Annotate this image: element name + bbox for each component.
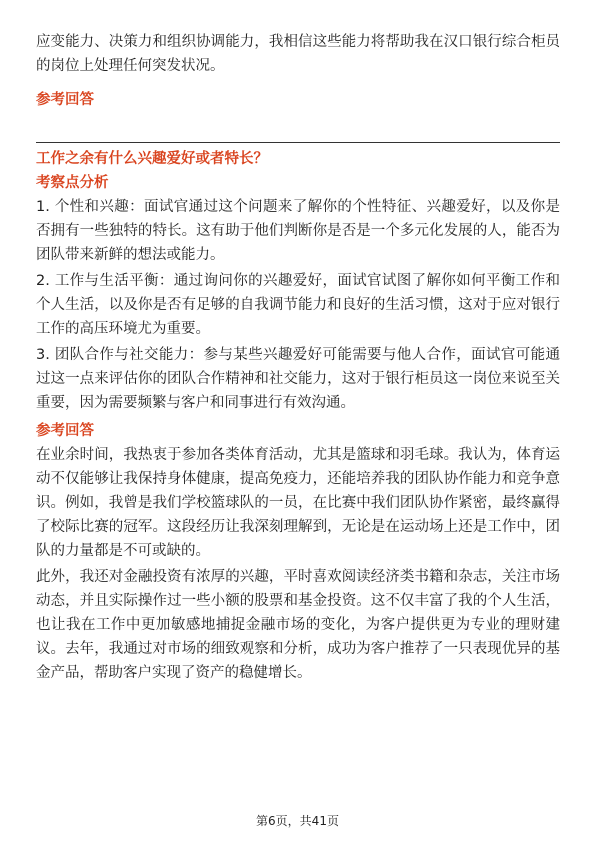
question-heading: 工作之余有什么兴趣爱好或者特长？ <box>36 151 268 167</box>
analysis-point: 3. 团队合作与社交能力：参与某些兴趣爱好可能需要与他人合作，面试官可能通过这一点来评估你的团队合作精神和社交能力，这对于银行柜员这一岗位来说至关重要，因为需要频繁与客户和同事进行有效沟通。 <box>36 347 560 411</box>
analysis-point: 1. 个性和兴趣：面试官通过这个问题来了解你的个性特征、兴趣爱好，以及你是否拥有一些独特的特长。这有助于他们判断你是否是一个多元化发展的人，能否为团队带来新鲜的想法或能力。 <box>36 199 560 263</box>
analysis-point: 2. 工作与生活平衡：通过询问你的兴趣爱好，面试官试图了解你如何平衡工作和个人生活，以及你是否有足够的自我调节能力和良好的生活习惯，这对于应对银行工作的高压环境尤为重要。 <box>36 273 560 337</box>
answer-paragraph: 在业余时间，我热衷于参加各类体育活动，尤其是篮球和羽毛球。我认为，体育运动不仅能够让我保持身体健康，提高免疫力，还能培养我的团队协作能力和竞争意识。例如，我曾是我们学校篮球队的一员，在比赛中我们团队协作紧密，最终赢得了校际比赛的冠军。这段经历让我深刻理解到，无论是在运动场上还是工作中，团队的力量都是不可或缺的。 <box>36 447 560 559</box>
page-number-footer: 第6页，共41页 <box>256 814 339 828</box>
reference-answer-label: 参考回答 <box>36 92 94 108</box>
intro-paragraph: 应变能力、决策力和组织协调能力，我相信这些能力将帮助我在汉口银行综合柜员的岗位上处理任何突发状况。 <box>36 34 560 74</box>
reference-answer-label: 参考回答 <box>36 423 94 439</box>
section-divider <box>36 142 560 143</box>
answer-paragraph: 此外，我还对金融投资有浓厚的兴趣，平时喜欢阅读经济类书籍和杂志，关注市场动态，并且实际操作过一些小额的股票和基金投资。这不仅丰富了我的个人生活，也让我在工作中更加敏感地捕捉金融市场的变化，为客户提供更为专业的理财建议。去年，我通过对市场的细致观察和分析，成功为客户推荐了一只表现优异的基金产品，帮助客户实现了资产的稳健增长。 <box>36 569 560 681</box>
analysis-label: 考察点分析 <box>36 175 109 191</box>
page-content <box>36 30 560 685</box>
